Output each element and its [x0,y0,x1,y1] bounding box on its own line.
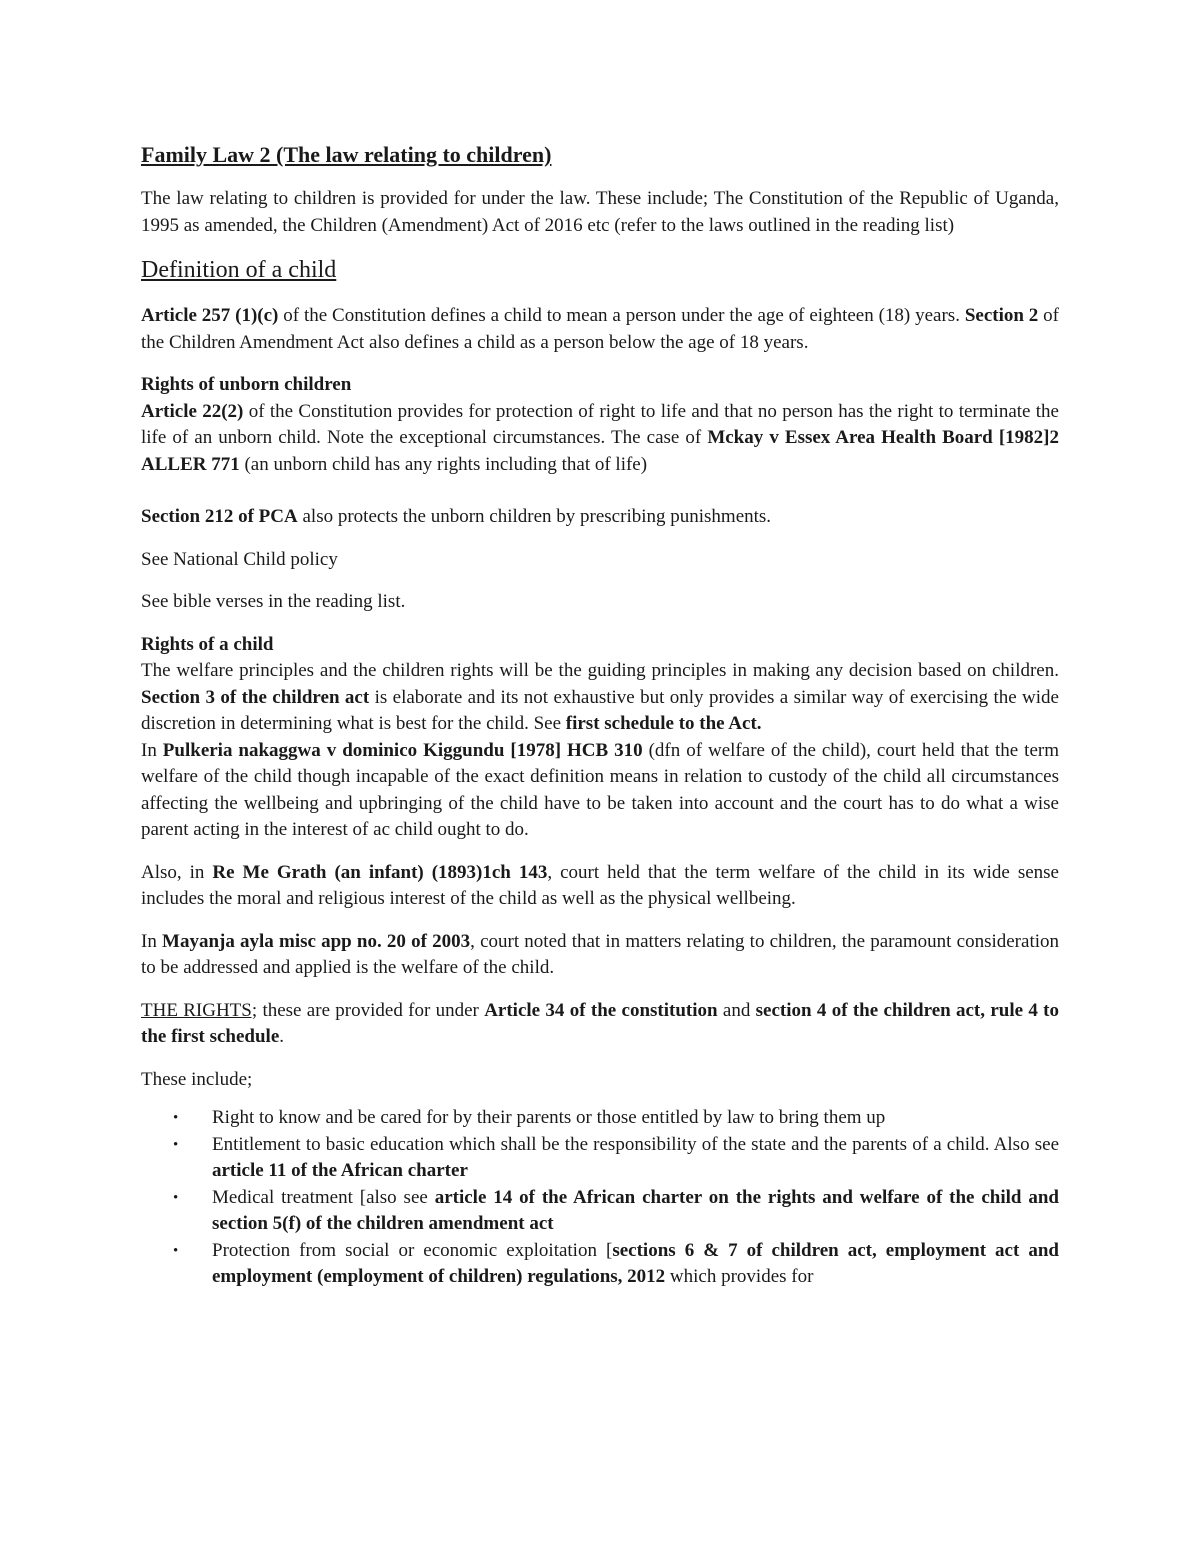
section-4-ref: section 4 of the children act, rule 4 to the first schedule [141,999,1059,1047]
unborn-heading [141,372,1059,399]
bullet-icon: • [173,1136,179,1153]
the-rights-text-1: these are provided for under [257,999,485,1021]
list-item [141,1185,1059,1238]
mayanja-case-ref: Mayanja ayla misc app no. 20 of 2003 [162,930,471,952]
mckay-case-ref: Mckay v Essex Area Health Board [1982]2 ALLER 771 [141,427,1059,475]
welfare-text-1: The welfare principles and the children rights will be the guiding principles in making any decision based on children. [141,660,1059,681]
definition-heading: Definition of a child [141,257,337,283]
mayanja-paragraph [141,929,1059,982]
these-include: These include; [141,1068,253,1090]
bullet-icon: • [173,1189,179,1206]
right-to-parents: Right to know and be cared for by their parents or those entitled by law to bring them up [212,1107,886,1128]
article-22-ref: Article 22(2) [141,400,244,422]
mcgrath-case-ref: Re Me Grath (an infant) (1893)1ch 143 [212,861,548,883]
pulkeria-case-ref: Pulkeria nakaggwa v dominico Kiggundu [1978] HCB 310 [162,739,643,761]
article-14-ref: article 14 of the African charter on the rights and welfare of the child and section 5(f) of the children amendment act [212,1186,1059,1234]
pca-paragraph [141,504,1059,531]
section-3-ref: Section 3 of the children act [141,686,370,708]
definition-paragraph [141,303,1059,356]
the-rights-text-2: and [717,999,756,1021]
list-item [141,1238,1059,1291]
see-bible-verses: See bible verses in the reading list. [141,591,406,612]
unborn-text-1: of the Constitution provides for protection of right to life and that no person has the right to terminate the life of an unborn child. Note the exceptional circumstances. The case of [141,400,1059,448]
welfare-paragraph [141,658,1059,738]
mayanja-text-1: In [141,930,163,952]
definition-text-2: of the Children Amendment Act also defines a child as a person below the age of 18 years. [141,305,1060,353]
bullet-icon: • [173,1242,179,1259]
exploitation-text: Protection from social or economic exploitation [ [212,1239,613,1261]
article-257-ref: Article 257 (1)(c) [141,305,279,326]
the-rights-label: THE RIGHTS; [141,999,258,1021]
sections-6-7-ref: sections 6 & 7 of children act, employment act and employment (employment of children) regulations, 2012 [212,1239,1059,1287]
child-rights-heading-text: Rights of a child [141,633,274,655]
document-body [141,140,1059,1291]
article-34-ref: Article 34 of the constitution [484,999,718,1021]
pulkeria-text-1: In [141,739,163,761]
intro-paragraph: The law relating to children is provided for under the law. These include; The Constitution of the Republic of Uganda, 1995 as amended, the Children (Amendment) Act of 2016 etc (refer to the laws outlined in the reading list) [141,188,1059,236]
the-rights-text-3: . [279,1026,285,1047]
mcgrath-text-2: , court held that the term welfare of the child in its wide sense includes the moral and religious interest of the child as well as the physical wellbeing. [141,861,1059,909]
pulkeria-text-2: (dfn of welfare of the child), court held that the term welfare of the child though incapable of the exact definition means in relation to custody of the child all circumstances affecting the wellbeing and upbringing of the child have to be taken into account and the court has to do what a wise parent acting in the interest of ac child ought to do. [141,739,1060,840]
welfare-text-2: is elaborate and its not exhaustive but only provides a similar way of exercising the wide discretion in determining what is best for the child. See [141,686,1059,734]
pca-text: also protects the unborn children by prescribing punishments. [297,506,772,527]
list-item [141,1105,1059,1132]
pulkeria-paragraph [141,738,1059,844]
section-2-ref: Section 2 [964,305,1039,326]
see-national-policy: See National Child policy [141,548,338,570]
bullet-icon: • [173,1110,179,1126]
education-text: Entitlement to basic education which shall be the responsibility of the state and the parents of a child. Also see [212,1133,1059,1155]
section-212-ref: Section 212 of PCA [141,506,298,527]
mcgrath-text-1: Also, in [141,861,213,883]
definition-text-1: of the Constitution defines a child to mean a person under the age of eighteen (18) years. [278,305,965,326]
list-item [141,1132,1059,1185]
document-title: Family Law 2 (The law relating to children) [141,142,552,167]
unborn-paragraph [141,399,1059,479]
mayanja-text-2: , court noted that in matters relating to children, the paramount consideration to be addressed and applied is the welfare of the child. [141,930,1059,978]
exploitation-text-2: which provides for [665,1266,814,1287]
article-11-ref: article 11 of the African charter [212,1160,468,1181]
medical-text: Medical treatment [also see [212,1186,435,1208]
rights-list [141,1105,1059,1291]
the-rights-paragraph [141,998,1059,1051]
unborn-heading-text: Rights of unborn children [141,374,352,395]
first-schedule-ref: first schedule to the Act. [565,713,762,734]
unborn-text-2: (an unborn child has any rights including that of life) [239,453,648,475]
child-rights-heading [141,632,1059,659]
mcgrath-paragraph [141,860,1059,913]
